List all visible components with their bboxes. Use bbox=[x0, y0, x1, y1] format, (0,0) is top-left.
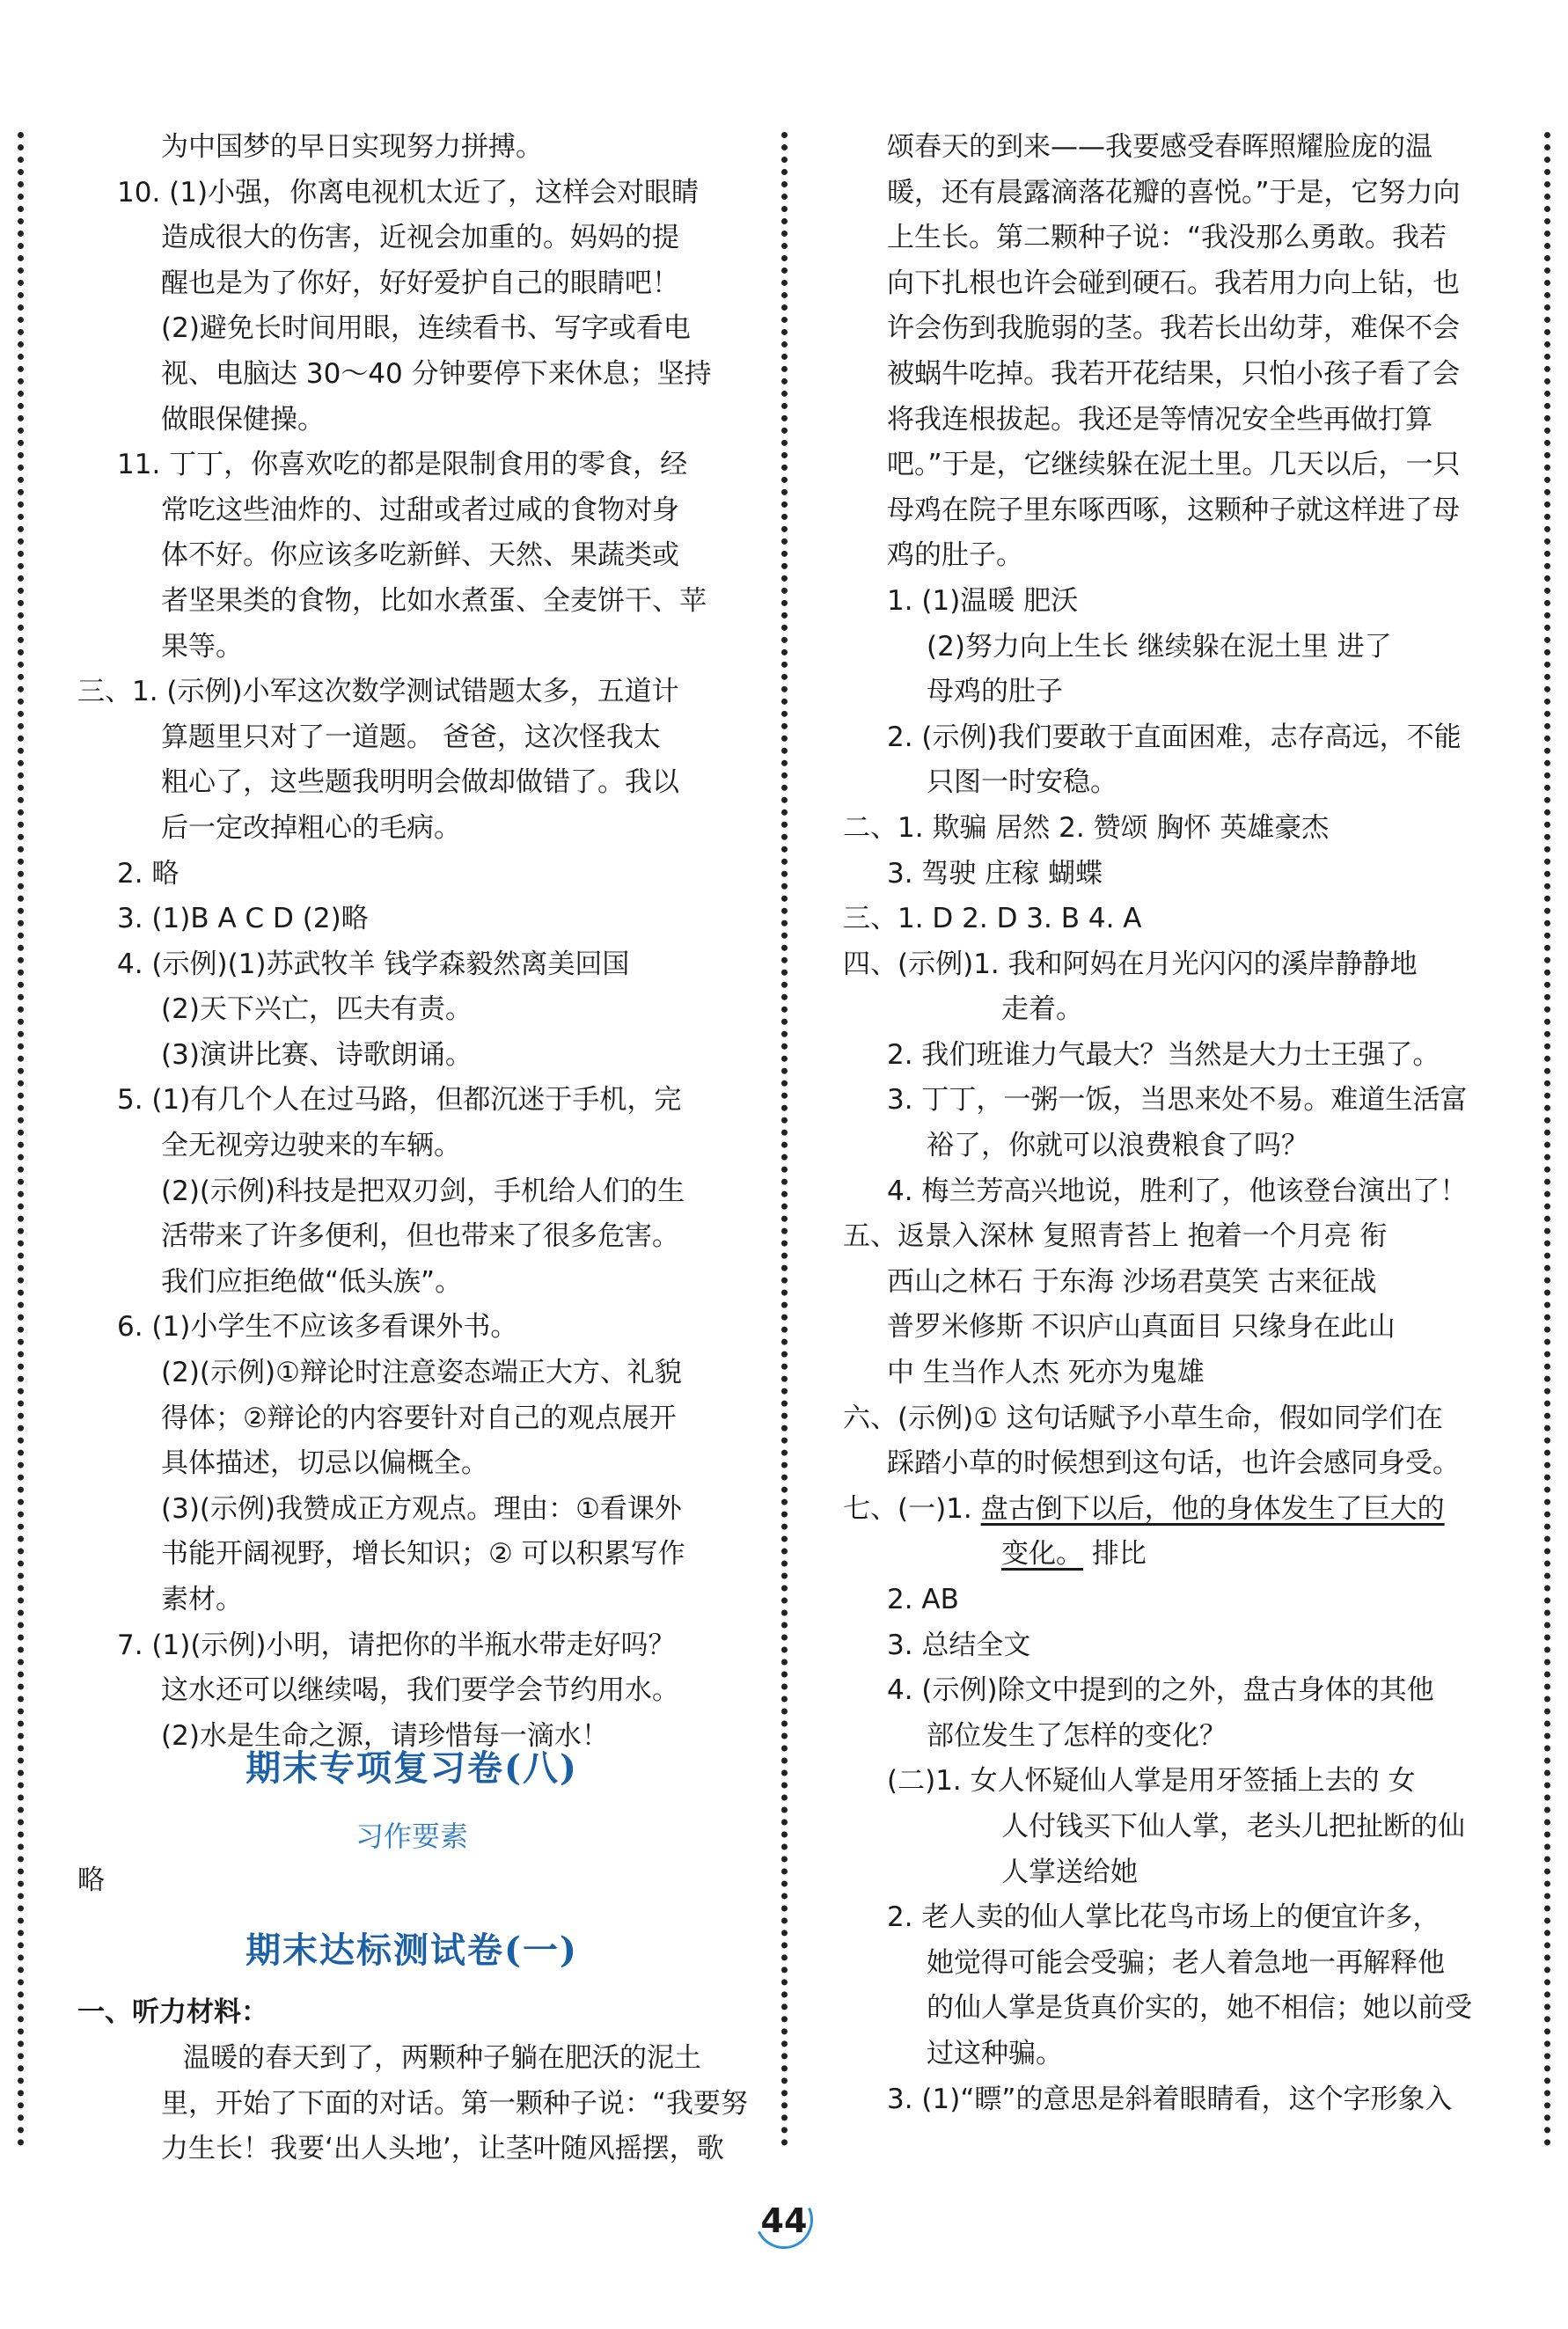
answer-text: (2)(示例)科技是把双刃剑，手机给人们的生 bbox=[161, 1175, 685, 1207]
answer-line bbox=[77, 398, 746, 443]
answer-line bbox=[843, 171, 1496, 216]
answer-line bbox=[77, 352, 746, 398]
answer-text: 四、(示例)1. 我和阿妈在月光闪闪的溪岸静静地 bbox=[843, 948, 1418, 980]
answer-line bbox=[843, 1124, 1496, 1169]
answer-line bbox=[843, 1895, 1496, 1941]
answer-text: 2. (示例)我们要敢于直面困难，志存高远，不能 bbox=[887, 721, 1462, 753]
answer-text: 者坚果类的食物，比如水煮蛋、全麦饼干、苹 bbox=[161, 584, 707, 617]
test-1-title: 期末达标测试卷(一) bbox=[245, 1930, 578, 1971]
answer-text: 过这种骗。 bbox=[927, 2037, 1063, 2069]
answer-line bbox=[77, 1214, 746, 1260]
answer-text: 向下扎根也许会碰到硬石。我若用力向上钻，也 bbox=[887, 267, 1460, 299]
answer-text: 全无视旁边驶来的车辆。 bbox=[161, 1130, 461, 1162]
answer-text: 4. (示例)除文中提到的之外，盘古身体的其他 bbox=[887, 1674, 1434, 1707]
answer-line bbox=[843, 1305, 1496, 1351]
left-answer-column bbox=[77, 125, 746, 1759]
answer-line bbox=[77, 1305, 746, 1351]
answer-line bbox=[77, 670, 746, 715]
answer-text: 做眼保健操。 bbox=[161, 403, 325, 436]
answer-text: 5. (1)有几个人在过马路，但都沉迷于手机，完 bbox=[117, 1084, 682, 1117]
right-margin-dotted-rule bbox=[1544, 132, 1550, 2147]
answer-text: (3)演讲比赛、诗歌朗诵。 bbox=[161, 1038, 473, 1071]
listening-line: 温暖的春天到了，两颗种子躺在肥沃的泥土 bbox=[183, 2042, 701, 2074]
test-1-heading: 一、听力材料： bbox=[77, 1996, 268, 2028]
answer-line bbox=[843, 1351, 1496, 1396]
answer-text: 算题里只对了一道题。 爸爸，这次怪我太 bbox=[161, 721, 661, 753]
answer-text: 只图一时安稳。 bbox=[927, 766, 1117, 799]
answer-text: 西山之林石 于东海 沙场君莫笑 古来征战 bbox=[887, 1265, 1377, 1298]
answer-line bbox=[843, 1396, 1496, 1442]
answer-text: 2. 略 bbox=[117, 857, 180, 890]
answer-line bbox=[843, 1805, 1496, 1850]
answer-text: (2)避免长时间用眼，连续看书、写字或看电 bbox=[161, 312, 691, 345]
answer-line bbox=[77, 1124, 746, 1169]
answer-line bbox=[77, 171, 746, 216]
answer-line bbox=[843, 806, 1496, 852]
answer-text: 1. (1)温暖 肥沃 bbox=[887, 584, 1079, 617]
answer-line bbox=[77, 1623, 746, 1669]
answer-line bbox=[843, 1441, 1496, 1487]
answer-line bbox=[843, 1623, 1496, 1669]
answer-text: 普罗米修斯 不识庐山真面目 只缘身在此山 bbox=[887, 1311, 1396, 1344]
left-margin-dotted-rule bbox=[18, 132, 24, 2147]
answer-line bbox=[843, 1487, 1496, 1533]
answer-text: 裕了，你就可以浪费粮食了吗？ bbox=[927, 1130, 1308, 1162]
answer-line bbox=[77, 1487, 746, 1533]
answer-line bbox=[843, 306, 1496, 352]
answer-text: 后一定改掉粗心的毛病。 bbox=[161, 811, 461, 844]
answer-text: 鸡的肚子。 bbox=[887, 539, 1023, 572]
answer-line bbox=[843, 1668, 1496, 1714]
answer-line bbox=[77, 1532, 746, 1578]
answer-line bbox=[77, 261, 746, 307]
answer-text: 7. (1)(示例)小明，请把你的半瓶水带走好吗？ bbox=[117, 1629, 676, 1661]
answer-text: 视、电脑达 30～40 分钟要停下来休息；坚持 bbox=[161, 357, 712, 390]
answer-text: 中 生当作人杰 死亦为鬼雄 bbox=[887, 1357, 1205, 1389]
answer-text: 书能开阔视野，增长知识；② 可以积累写作 bbox=[161, 1538, 685, 1571]
answer-text: 这水还可以继续喝，我们要学会节约用水。 bbox=[161, 1674, 679, 1707]
answer-text: 人付钱买下仙人掌，老头儿把扯断的仙 bbox=[1001, 1810, 1465, 1842]
answer-text: 二、1. 欺骗 居然 2. 赞颂 胸怀 英雄豪杰 bbox=[843, 811, 1330, 844]
answer-line bbox=[77, 1351, 746, 1396]
answer-line bbox=[843, 443, 1496, 488]
answer-text: 将我连根拔起。我还是等情况安全些再做打算 bbox=[887, 403, 1432, 436]
answer-line bbox=[843, 1260, 1496, 1306]
answer-text: 我们应拒绝做“低头族”。 bbox=[161, 1265, 463, 1298]
answer-text: 许会伤到我脆弱的茎。我若长出幼芽，难保不会 bbox=[887, 312, 1460, 345]
answer-text: (二)1. 女人怀疑仙人掌是用牙签插上去的 女 bbox=[887, 1765, 1416, 1798]
answer-text: 11. 丁丁，你喜欢吃的都是限制食用的零食，经 bbox=[117, 449, 688, 481]
answer-text: 4. (示例)(1)苏武牧羊 钱学森毅然离美回国 bbox=[117, 948, 630, 980]
answer-text: 2. 我们班谁力气最大？当然是大力士王强了。 bbox=[887, 1038, 1440, 1071]
section-8-subtitle: 习作要素 bbox=[355, 1820, 468, 1853]
answer-line bbox=[77, 533, 746, 579]
answer-line bbox=[843, 1169, 1496, 1215]
answer-text: 颂春天的到来——我要感受春晖照耀脸庞的温 bbox=[887, 131, 1432, 163]
answer-line bbox=[77, 852, 746, 897]
answer-text: 3. 丁丁，一粥一饭，当思来处不易。难道生活富 bbox=[887, 1084, 1468, 1117]
answer-text: 暖，还有晨露滴落花瓣的喜悦。”于是，它努力向 bbox=[887, 176, 1461, 209]
answer-text: 素材。 bbox=[161, 1584, 243, 1615]
answer-text: (2)(示例)①辩论时注意姿态端正大方、礼貌 bbox=[161, 1357, 682, 1389]
answer-line bbox=[77, 625, 746, 670]
answer-text: 体不好。你应该多吃新鲜、天然、果蔬类或 bbox=[161, 539, 679, 572]
answer-line bbox=[77, 1169, 746, 1215]
answer-line bbox=[77, 897, 746, 942]
answer-text: 3. 驾驶 庄稼 蝴蝶 bbox=[887, 857, 1103, 890]
answer-text: 10. (1)小强，你离电视机太近了，这样会对眼睛 bbox=[117, 176, 700, 209]
answer-text: 五、返景入深林 复照青苔上 抱着一个月亮 衔 bbox=[843, 1220, 1388, 1253]
answer-line bbox=[77, 1078, 746, 1124]
answer-line bbox=[843, 1941, 1496, 1987]
answer-line bbox=[77, 806, 746, 852]
answer-line bbox=[843, 852, 1496, 897]
answer-line bbox=[77, 942, 746, 988]
answer-text: 被蜗牛吃掉。我若开花结果，只怕小孩子看了会 bbox=[887, 357, 1460, 390]
answer-line bbox=[77, 1578, 746, 1623]
answer-line bbox=[843, 1033, 1496, 1079]
answer-line bbox=[77, 488, 746, 534]
listening-line: 里，开始了下面的对话。第一颗种子说：“我要努 bbox=[161, 2087, 749, 2120]
answer-text: 人掌送给她 bbox=[1001, 1856, 1138, 1888]
answer-line bbox=[77, 1441, 746, 1487]
answer-line bbox=[843, 1578, 1496, 1623]
answer-line bbox=[843, 2077, 1496, 2123]
answer-line bbox=[843, 942, 1496, 988]
listening-line: 力生长！我要‘出人头地’，让茎叶随风摇摆，歌 bbox=[161, 2133, 724, 2165]
answer-text: 七、(一)1. 盘古倒下以后，他的身体发生了巨大的 bbox=[843, 1492, 1445, 1525]
answer-text: 醒也是为了你好，好好爱护自己的眼睛吧！ bbox=[161, 267, 679, 299]
page-number: 44 bbox=[760, 2201, 808, 2240]
answer-text: 具体描述，切忌以偏概全。 bbox=[161, 1447, 488, 1480]
answer-line bbox=[843, 987, 1496, 1033]
answer-line bbox=[843, 1759, 1496, 1805]
answer-line bbox=[77, 715, 746, 761]
answer-line bbox=[77, 1668, 746, 1714]
answer-text: 变化。 排比 bbox=[1001, 1538, 1147, 1571]
answer-line bbox=[843, 579, 1496, 625]
answer-line bbox=[77, 987, 746, 1033]
answer-line bbox=[843, 533, 1496, 579]
answer-text: 三、1. D 2. D 3. B 4. A bbox=[843, 903, 1142, 935]
answer-line bbox=[77, 125, 746, 171]
answer-line bbox=[843, 1078, 1496, 1124]
answer-text: 2. AB bbox=[887, 1584, 959, 1615]
answer-line bbox=[843, 1986, 1496, 2032]
answer-line bbox=[843, 125, 1496, 171]
answer-line bbox=[77, 579, 746, 625]
answer-text: 踩踏小草的时候想到这句话，也许会感同身受。 bbox=[887, 1447, 1460, 1480]
answer-text: 2. 老人卖的仙人掌比花鸟市场上的便宜许多， bbox=[887, 1901, 1440, 1934]
answer-line bbox=[843, 715, 1496, 761]
answer-text: 3. (1)B A C D (2)略 bbox=[117, 903, 369, 935]
answer-line bbox=[843, 1714, 1496, 1760]
answer-text: 三、1. (示例)小军这次数学测试错题太多，五道计 bbox=[77, 676, 679, 708]
answer-text: 得体；②辩论的内容要针对自己的观点展开 bbox=[161, 1402, 677, 1434]
answer-text: 部位发生了怎样的变化？ bbox=[927, 1719, 1227, 1752]
answer-line bbox=[843, 216, 1496, 261]
answer-line bbox=[843, 352, 1496, 398]
answer-text: 常吃这些油炸的、过甜或者过咸的食物对身 bbox=[161, 494, 679, 526]
section-8-title: 期末专项复习卷(八) bbox=[245, 1747, 578, 1789]
answer-line bbox=[77, 306, 746, 352]
answer-text: 3. (1)“瞟”的意思是斜着眼睛看，这个字形象入 bbox=[887, 2083, 1453, 2115]
answer-line bbox=[843, 625, 1496, 670]
answer-text: 造成很大的伤害，近视会加重的。妈妈的提 bbox=[161, 222, 679, 254]
center-dotted-rule bbox=[781, 132, 788, 2147]
answer-text: 为中国梦的早日实现努力拼搏。 bbox=[161, 131, 543, 163]
answer-text: 6. (1)小学生不应该多看课外书。 bbox=[117, 1311, 518, 1344]
answer-text: 六、(示例)① 这句话赋予小草生命，假如同学们在 bbox=[843, 1402, 1443, 1434]
listening-material bbox=[77, 2036, 749, 2172]
answer-line bbox=[77, 1396, 746, 1442]
answer-line bbox=[843, 261, 1496, 307]
answer-line bbox=[843, 1850, 1496, 1896]
section-8-answer: 略 bbox=[77, 1864, 105, 1896]
answer-text: 3. 总结全文 bbox=[887, 1629, 1031, 1661]
answer-text: (2)天下兴亡，匹夫有责。 bbox=[161, 993, 473, 1026]
answer-line bbox=[843, 488, 1496, 534]
answer-text: 粗心了，这些题我明明会做却做错了。我以 bbox=[161, 766, 679, 799]
answer-text: 走着。 bbox=[1001, 993, 1083, 1026]
answer-line bbox=[843, 670, 1496, 715]
answer-line bbox=[843, 1214, 1496, 1260]
answer-line bbox=[843, 398, 1496, 443]
right-answer-column bbox=[843, 125, 1496, 2122]
answer-text: (2)努力向上生长 继续躲在泥土里 进了 bbox=[927, 630, 1392, 663]
answer-line bbox=[843, 897, 1496, 942]
answer-line bbox=[77, 216, 746, 261]
answer-line bbox=[77, 1033, 746, 1079]
answer-text: 她觉得可能会受骗；老人着急地一再解释他 bbox=[927, 1946, 1445, 1979]
answer-line bbox=[77, 443, 746, 488]
answer-text: 母鸡在院子里东啄西啄，这颗种子就这样进了母 bbox=[887, 494, 1460, 526]
answer-line bbox=[77, 760, 746, 806]
answer-text: 的仙人掌是货真价实的，她不相信；她以前受 bbox=[927, 1992, 1472, 2025]
answer-line bbox=[77, 1260, 746, 1306]
answer-text: 活带来了许多便利，但也带来了很多危害。 bbox=[161, 1220, 679, 1253]
answer-text: 上生长。第二颗种子说：“我没那么勇敢。我若 bbox=[887, 222, 1447, 254]
answer-text: (3)(示例)我赞成正方观点。理由：①看课外 bbox=[161, 1492, 682, 1525]
answer-text: (2)水是生命之源，请珍惜每一滴水！ bbox=[161, 1719, 609, 1752]
answer-text: 吧。”于是，它继续躲在泥土里。几天以后，一只 bbox=[887, 449, 1461, 481]
answer-text: 果等。 bbox=[161, 630, 243, 663]
answer-line bbox=[843, 760, 1496, 806]
answer-line bbox=[843, 2032, 1496, 2077]
answer-line bbox=[843, 1532, 1496, 1578]
answer-text: 4. 梅兰芳高兴地说，胜利了，他该登台演出了！ bbox=[887, 1175, 1468, 1207]
answer-text: 母鸡的肚子 bbox=[927, 676, 1063, 708]
